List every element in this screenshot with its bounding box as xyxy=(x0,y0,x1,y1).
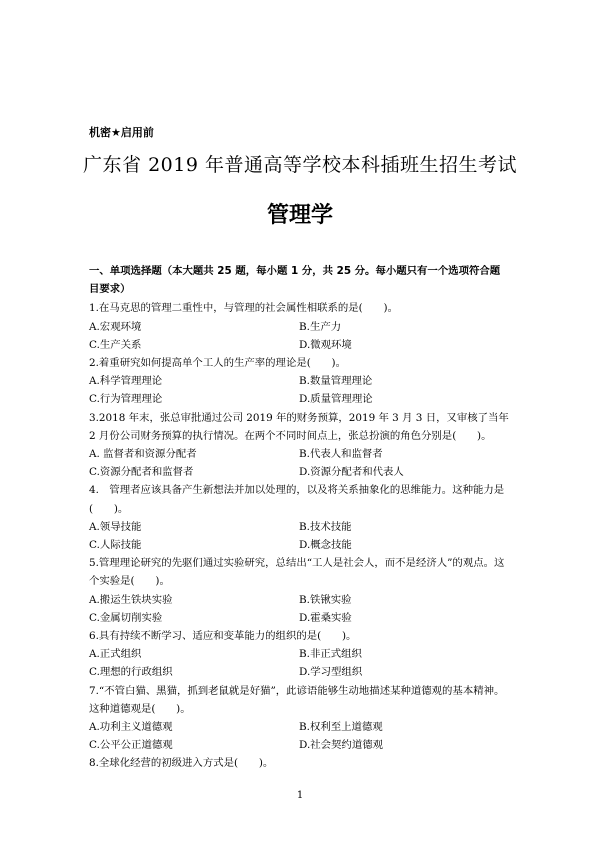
option-item: C.公平公正道德观 xyxy=(89,739,173,752)
option-item: B.代表人和监督者 xyxy=(299,448,383,461)
option-item: C.行为管理理论 xyxy=(89,393,163,406)
question-item xyxy=(89,754,509,772)
option-list xyxy=(89,591,509,627)
question-item xyxy=(89,409,509,482)
option-item: C.理想的行政组织 xyxy=(89,666,173,679)
question-item xyxy=(89,299,509,354)
option-item: C.生产关系 xyxy=(89,338,142,351)
option-list xyxy=(89,518,509,554)
option-item: B.技术技能 xyxy=(299,520,352,533)
option-list xyxy=(89,718,509,754)
question-stem: 7.“不管白猫、黑猫，抓到老鼠就是好猫”，此谚语能够生动地描述某种道德观的基本精神。这种道德观是( )。 xyxy=(89,684,505,715)
question-stem: 4. 管理者应该具备产生新想法并加以处理的，以及将关系抽象化的思维能力。这种能力是( )。 xyxy=(89,484,505,515)
option-item: D.概念技能 xyxy=(299,539,352,552)
question-stem: 6.具有持续不断学习、适应和变革能力的组织的是( )。 xyxy=(89,630,357,643)
option-item: A.宏观环境 xyxy=(89,320,142,333)
question-item xyxy=(89,481,509,554)
question-item xyxy=(89,627,509,682)
option-item: B.权利至上道德观 xyxy=(299,721,383,734)
question-item xyxy=(89,354,509,409)
option-item: B.生产力 xyxy=(299,320,342,333)
option-item: D.微观环境 xyxy=(299,338,352,351)
option-item: B.数量管理理论 xyxy=(299,375,373,388)
option-item: D.社会契约道德观 xyxy=(299,739,383,752)
option-item: D.霍桑实验 xyxy=(299,611,352,624)
page-number: 1 xyxy=(296,790,304,801)
option-item: D.学习型组织 xyxy=(299,666,363,679)
option-item: C.资源分配者和监督者 xyxy=(89,466,194,479)
question-stem: 1.在马克思的管理二重性中，与管理的社会属性相联系的是( )。 xyxy=(89,302,398,315)
question-stem: 3.2018 年末，张总审批通过公司 2019 年的财务预算，2019 年 3 月 3 日，又审核了当年 2 月份公司财务预算的执行情况。在两个不同时间点上，张总扮演的角色分别是( )。 xyxy=(89,411,509,442)
option-list xyxy=(89,645,509,681)
option-item: A.正式组织 xyxy=(89,648,142,661)
exam-content xyxy=(89,262,509,773)
option-item: A.功利主义道德观 xyxy=(89,721,173,734)
question-list xyxy=(89,299,509,772)
question-item xyxy=(89,554,509,627)
option-item: C.金属切削实验 xyxy=(89,611,163,624)
question-stem: 8.全球化经营的初级进入方式是( )。 xyxy=(89,757,274,770)
option-item: D.资源分配者和代表人 xyxy=(299,466,404,479)
option-list xyxy=(89,445,509,481)
option-item: B.非正式组织 xyxy=(299,648,362,661)
option-item: A.科学管理理论 xyxy=(89,375,163,388)
option-list xyxy=(89,318,509,354)
option-item: C.人际技能 xyxy=(89,539,142,552)
question-stem: 5.管理理论研究的先驱们通过实验研究，总结出“工人是社会人，而不是经济人”的观点。这个实验是( )。 xyxy=(89,557,505,588)
exam-title: 广东省 2019 年普通高等学校本科插班生招生考试 xyxy=(83,154,517,176)
confidential-label: 机密★启用前 xyxy=(89,126,154,139)
section-heading: 一、单项选择题（本大题共 25 题，每小题 1 分，共 25 分。每小题只有一个选项符合题目要求） xyxy=(89,265,501,296)
subject-title: 管理学 xyxy=(266,203,333,228)
option-item: D.质量管理理论 xyxy=(299,393,373,406)
option-item: A. 监督者和资源分配者 xyxy=(89,448,197,461)
question-stem: 2.着重研究如何提高单个工人的生产率的理论是( )。 xyxy=(89,357,347,370)
option-item: A.搬运生铁块实验 xyxy=(89,593,173,606)
question-item xyxy=(89,682,509,755)
option-list xyxy=(89,372,509,408)
option-item: B.铁锹实验 xyxy=(299,593,352,606)
option-item: A.领导技能 xyxy=(89,520,142,533)
